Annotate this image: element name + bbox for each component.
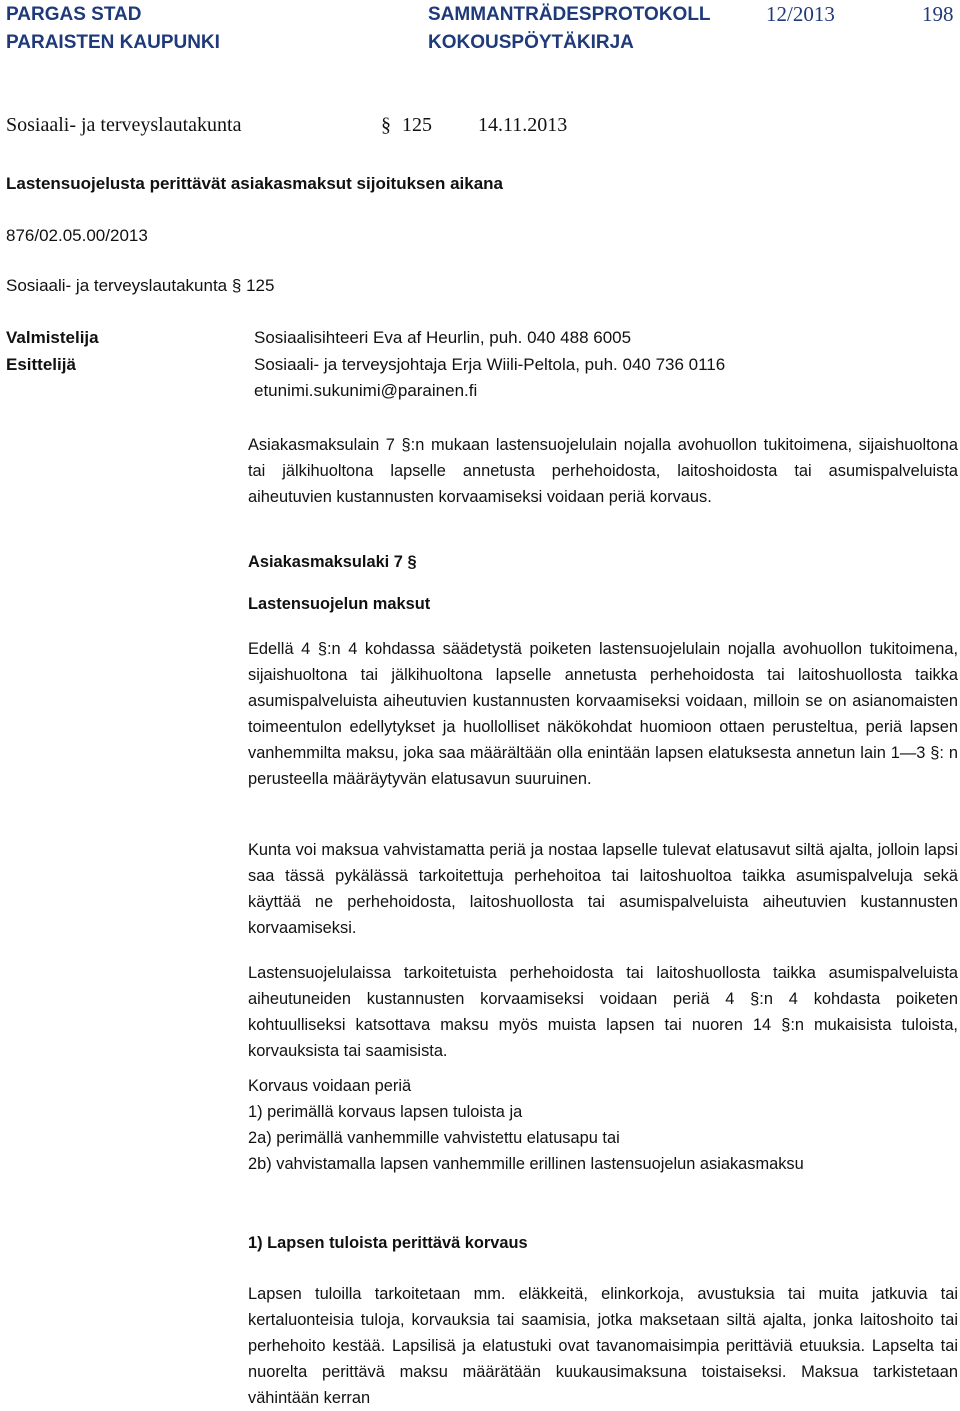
list-intro: Korvaus voidaan periä [248,1077,412,1095]
contact-email: etunimi.sukunimi@parainen.fi [254,381,478,400]
section1-paragraph: Lapsen tuloilla tarkoitetaan mm. eläkkeitä, elinkorkoja, avustuksia tai muita jatkuvia tai kertaluonteisia tuloja, korvauksia tai saamisia, jotka maksetaan siltä ajalta, jonka laitoshoito tai perhehoito kestää. Lapsilisä ja elatustuki ovat tavanomaisimpia perittäviä etuuksia. Lapselta tai nuorelta perittävä maksu määrätään kuukausimaksuna toistaiseksi. Maksua tarkistetaan vähintään kerran [248,1285,958,1407]
presenter-label: Esittelijä [6,355,76,374]
org-name-finnish: PARAISTEN KAUPUNKI [6,32,220,53]
doc-type-finnish: KOKOUSPÖYTÄKIRJA [428,32,634,53]
doc-type-swedish: SAMMANTRÄDESPROTOKOLL [428,4,711,25]
meeting-date: 14.11.2013 [478,114,568,136]
list-item: 2a) perimällä vanhemmille vahvistettu elatusapu tai [248,1129,620,1147]
committee-reference [6,276,274,296]
committee-reference-name: Sosiaali- ja terveyslautakunta [6,276,228,295]
section-sign: § [231,276,242,295]
compensation-list [248,1073,958,1177]
meeting-section: 125 [402,114,432,136]
committee-reference-section: 125 [246,276,275,295]
meeting-committee: Sosiaali- ja terveyslautakunta [6,114,242,136]
list-item: 2b) vahvistamalla lapsen vanhemmille erillinen lastensuojelun asiakasmaksu [248,1155,804,1173]
preparer-value: Sosiaalisihteeri Eva af Heurlin, puh. 040 488 6005 [254,328,632,347]
issue-number: 12/2013 [766,2,835,26]
section1-title: 1) Lapsen tuloista perittävä korvaus [248,1234,528,1252]
org-name-swedish: PARGAS STAD [6,4,142,25]
case-number: 876/02.05.00/2013 [6,226,148,245]
law-paragraph-3: Lastensuojelulaissa tarkoitetuista perhehoidosta tai laitoshuollosta taikka asumispalveluista aiheutuneiden kustannusten korvaamiseksi voidaan periä 4 §:n 4 kohdasta poiketen kohtuulliseksi katsottava maksu myös muista lapsen tai nuoren 14 §:n mukaisista tuloista, korvauksista tai saamisista. [248,964,958,1060]
section-sign: § [381,114,391,136]
presenter-value: Sosiaali- ja terveysjohtaja Erja Wiili-Peltola, puh. 040 736 0116 [254,355,726,374]
subject-title: Lastensuojelusta perittävät asiakasmaksut sijoituksen aikana [6,174,503,193]
law-paragraph-2: Kunta voi maksua vahvistamatta periä ja nostaa lapselle tulevat elatusavut siltä ajalta, jolloin lapsi saa tässä pykälässä tarkoitettuja perhehoitoa tai laitoshuoltoa taikka asumispalveluja sekä käyttää ne perhehoidosta, laitoshuollosta tai asumispalveluista aiheutuvien kustannusten korvaamiseksi. [248,841,958,937]
law-subtitle: Lastensuojelun maksut [248,595,431,613]
page-number: 198 [922,2,954,26]
intro-paragraph: Asiakasmaksulain 7 §:n mukaan lastensuojelulain nojalla avohuollon tukitoimena, sijaishuoltona tai jälkihuoltona lapselle annetusta perhehoidosta, laitoshoidosta tai asumispalveluista aiheutuvien kustannusten korvaamiseksi voidaan periä korvaus. [248,436,958,506]
law-paragraph-1: Edellä 4 §:n 4 kohdassa säädetystä poiketen lastensuojelulain nojalla avohuollon tukitoimena, sijaishuoltona tai jälkihuoltona lapselle annetusta perhehoidosta tai laitoshuollosta taikka asumispalveluista aiheutuvien kustannusten korvaamiseksi voidaan, milloin se on asianomaisten toimeentulon edellytykset ja huollolliset näkökohdat huomioon ottaen perusteltua, periä lapsen vanhemmilta maksu, joka saa määrältään olla enintään lapsen elatuksesta annetun lain 1—3 §: n perusteella määräytyvän elatusavun suuruinen. [248,640,958,788]
preparer-label: Valmistelija [6,328,99,347]
law-title: Asiakasmaksulaki 7 § [248,553,417,571]
list-item: 1) perimällä korvaus lapsen tuloista ja [248,1103,523,1121]
